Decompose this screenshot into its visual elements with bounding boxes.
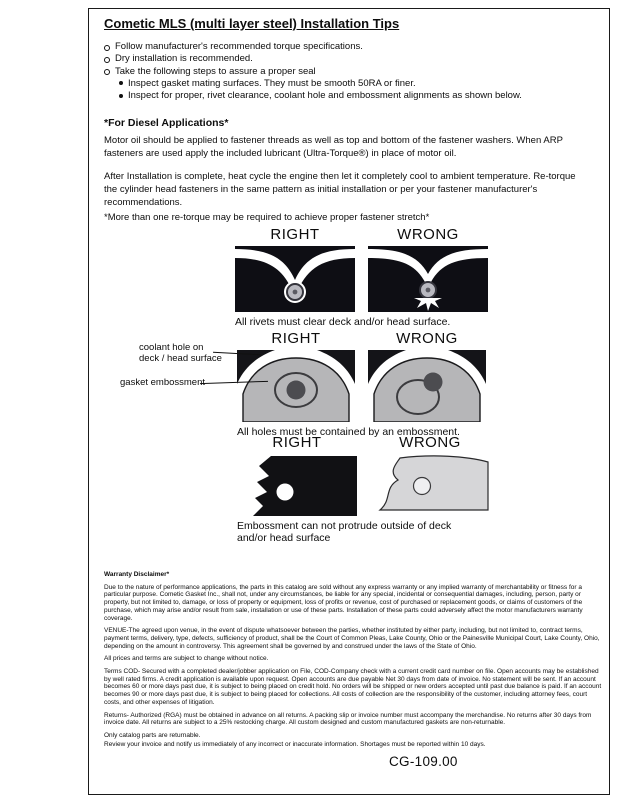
hollow-bullet-icon [104, 57, 110, 63]
legal-section [104, 571, 605, 753]
list-item [104, 41, 586, 53]
embossment-wrong-image [368, 350, 486, 422]
legal-paragraph: All prices and terms are subject to change without notice. [104, 655, 269, 663]
right-label: RIGHT [270, 226, 320, 243]
figure-row-holes [237, 330, 486, 438]
sub-list-item-text: Inspect for proper, rivet clearance, coolant hole and embossment alignments as shown below. [128, 90, 522, 102]
list-item [104, 53, 586, 65]
figure-images [235, 246, 488, 312]
page-title: Cometic MLS (multi layer steel) Installation Tips [104, 16, 400, 31]
figure-labels [235, 226, 488, 243]
installation-tips-list [104, 41, 586, 102]
figure-labels [237, 330, 486, 347]
figure-labels [237, 434, 490, 451]
legal-paragraph: Due to the nature of performance applications, the parts in this catalog are sold without any express warranty or any implied warranty of merchantability or fitness for a particular purpose. Cometic Gasket Inc., shall not, under any circumstances, be liable for any special, incidental or consequential damages, including, person, party or property, but not limited to, damage, or loss of property or equipment, loss of profits or revenue, cost of purchased or replacement goods, or claims of customers of the purchase, which may arise and/or result from sale, installation or use of these parts. Installation of these parts could adversely affect the motor manufacturers warranty coverage. [104, 583, 583, 622]
coolant-hole-callout-line2: deck / head surface [139, 353, 222, 364]
hollow-bullet-icon [104, 45, 110, 51]
diesel-paragraph-2: After Installation is complete, heat cycle the engine then let it completely cool to ambient temperature. Re-torque the cylinder head fasteners in the same pattern as initial installation or per your fastener manufacturer's recommendations. [104, 171, 576, 208]
list-item [104, 66, 586, 78]
protrusion-wrong-image [370, 454, 490, 516]
legal-paragraph: Only catalog parts are returnable. [104, 731, 201, 739]
list-item-text: Take the following steps to assure a proper seal [115, 65, 316, 77]
warranty-disclaimer-heading: Warranty Disclaimer* [104, 571, 170, 578]
wrong-label: WRONG [397, 226, 459, 243]
figure-row-protrusion [237, 434, 490, 544]
coolant-hole-callout-line1: coolant hole on [139, 342, 204, 353]
rivet-caption: All rivets must clear deck and/or head surface. [235, 316, 451, 328]
embossment-right-image [237, 350, 355, 422]
wrong-label: WRONG [399, 434, 461, 451]
sub-list-item-text: Inspect gasket mating surfaces. They must be smooth 50RA or finer. [128, 77, 416, 89]
list-item-text: Follow manufacturer's recommended torque specifications. [115, 41, 363, 52]
figure-images [237, 350, 486, 422]
list-item-text: Dry installation is recommended. [115, 53, 253, 65]
sub-list-item [119, 78, 586, 90]
legal-paragraph: VENUE-The agreed upon venue, in the event of dispute whatsoever between the parties, whether instituted by either party, including, but not limited to, contract terms, payment terms, delivery, type, defects, sufficiency of product, shall be the Court of Common Pleas, Lake County, Ohio or the Painesville Municipal Court, Lake County, Ohio, depending on the amount in controversy. This agreement shall be governed by and construed under the laws of the State of Ohio. [104, 627, 600, 650]
protrusion-right-image [237, 454, 357, 516]
diesel-applications-heading: *For Diesel Applications* [104, 117, 229, 129]
protrusion-caption: Embossment can not protrude outside of deck and/or head surface [237, 520, 452, 544]
solid-bullet-icon [119, 81, 123, 85]
legal-paragraph: Returns- Authorized (RGA) must be obtained in advance on all returns. A packing slip or invoice number must accompany the merchandise. No returns after 30 days from invoice date. All returns are subject to a 25% restocking charge. All custom designed and custom manufactured gaskets are non-returnable. [104, 711, 592, 727]
wrong-label: WRONG [396, 330, 458, 347]
coolant-hole-callout [139, 342, 222, 364]
diesel-paragraph-1: Motor oil should be applied to fastener threads as well as top and bottom of the fastener washers. When ARP fasteners are used apply the included lubricant (Ultra-Torque®) in place of motor oil. [104, 135, 563, 159]
rivet-right-image [235, 246, 355, 312]
legal-paragraph: Review your invoice and notify us immediately of any incorrect or inaccurate information. Shortages must be reported within 10 days. [104, 740, 486, 748]
retorque-note: *More than one re-torque may be required to achieve proper fastener stretch* [104, 212, 430, 223]
hollow-bullet-icon [104, 69, 110, 75]
right-label: RIGHT [271, 330, 321, 347]
solid-bullet-icon [119, 94, 123, 98]
sub-list-item [119, 90, 586, 102]
legal-paragraph: Terms COD- Secured with a completed dealer/jobber application on File, COD-Company check with a current credit card number on file. Open accounts may be established by well rated firms. A credit application is available upon request. Open accounts are due payable Net 30 days from date of invoice. No statement will be sent. If an account becomes 60 or more days past due, it is subject to being placed on credit hold. No orders will be shipped or new orders accepted until past due balance is paid. If an account becomes 90 or more days past due, it is subject to being placed for collections. All costs of collection are the responsibility of the customer, including attorney fees, court costs, and other expenses of litigation. [104, 668, 602, 706]
right-label: RIGHT [272, 434, 322, 451]
embossment-caption: All holes must be contained by an embossment. [237, 426, 460, 438]
figure-images [237, 454, 490, 516]
figure-row-rivets [235, 226, 488, 328]
gasket-embossment-callout: gasket embossment [120, 377, 206, 388]
rivet-wrong-image [368, 246, 488, 312]
page-code: CG-109.00 [389, 754, 458, 769]
